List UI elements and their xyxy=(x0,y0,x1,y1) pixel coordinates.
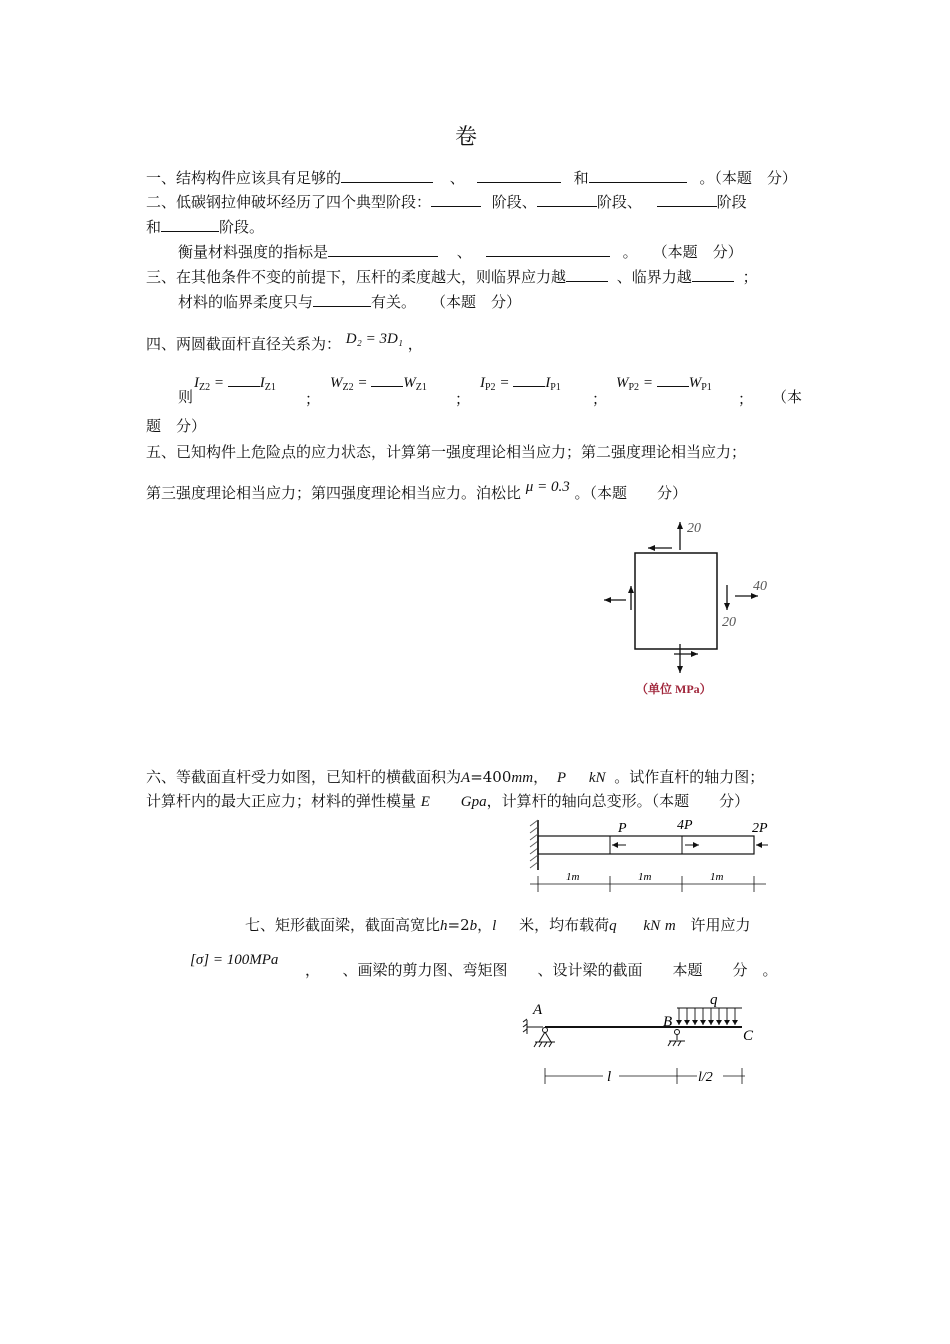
q4-rsub: Z1 xyxy=(264,382,276,393)
label-B: B xyxy=(663,1014,673,1030)
blank[interactable] xyxy=(371,372,403,387)
blank[interactable] xyxy=(589,168,687,183)
blank[interactable] xyxy=(566,267,608,282)
beam-figure xyxy=(515,992,775,1087)
blank[interactable] xyxy=(537,192,597,207)
support-A xyxy=(523,1019,555,1047)
question-1 xyxy=(146,168,797,188)
q6-comma: ， xyxy=(533,768,549,786)
q4-formula: D₂ = 3D₁ xyxy=(345,331,404,347)
q4-semi: ； xyxy=(738,390,754,408)
q6-mm: mm xyxy=(511,770,534,786)
bar-body xyxy=(538,836,754,854)
blank[interactable] xyxy=(657,192,717,207)
label-C: C xyxy=(743,1028,754,1044)
label-top-stress: 20 xyxy=(687,521,701,536)
label-unit: （单位 MPa） xyxy=(636,682,712,696)
blank[interactable] xyxy=(692,267,734,282)
blank[interactable] xyxy=(431,192,481,207)
q7-text2: 米，均布载荷 xyxy=(519,916,610,934)
q7-m: m xyxy=(664,918,676,934)
q2-stage: 阶段。 xyxy=(219,218,265,236)
question-6 xyxy=(146,767,764,788)
q7-comma: ， xyxy=(477,916,493,934)
q4-lhs: W xyxy=(616,375,629,391)
q6-E: E xyxy=(420,794,430,810)
q4-lhs: I xyxy=(194,375,199,391)
q4-item-1: $I_{Z2} = I_{Z1}$ xyxy=(194,372,276,398)
q5-text: 第三强度理论相当应力；第四强度理论相当应力。泊松比 xyxy=(146,484,522,502)
axial-bar-figure xyxy=(520,812,780,897)
q6-A: A xyxy=(461,770,471,786)
blank[interactable] xyxy=(341,168,433,183)
question-6-line2 xyxy=(146,791,749,812)
blank[interactable] xyxy=(161,217,219,232)
label-q: q xyxy=(710,992,718,1008)
q3-end: ； xyxy=(742,268,758,286)
q7-kN: kN xyxy=(643,918,661,934)
q4-rhs: W xyxy=(403,375,416,391)
q6-text4: ，计算杆的轴向总变形。（本题 分） xyxy=(486,792,750,810)
blank[interactable] xyxy=(228,372,260,387)
question-2-line3 xyxy=(178,242,743,262)
dim-label: 1m xyxy=(638,871,652,883)
q6-text3: 计算杆内的最大正应力；材料的弹性模量 xyxy=(146,792,417,810)
q4-lsub: Z2 xyxy=(199,382,211,393)
stress-element-square xyxy=(635,553,717,649)
q1-and: 和 xyxy=(573,169,589,187)
label-4P: 4P xyxy=(677,818,693,833)
q4-item-3: $I_{P2} = I_{P1}$ xyxy=(480,372,561,398)
q4-item-4: $W_{P2} = W_{P1}$ xyxy=(616,372,712,398)
q4-rsub: P1 xyxy=(550,382,561,393)
q4-then: 则 xyxy=(178,388,194,406)
q4-lsub: P2 xyxy=(485,382,496,393)
q7-b: b xyxy=(469,918,478,934)
q4-rsub: P1 xyxy=(701,382,712,393)
question-3 xyxy=(146,267,758,287)
dim-label: 1m xyxy=(566,871,580,883)
q3-text: 三、在其他条件不变的前提下，压杆的柔度越大，则临界应力越 xyxy=(146,268,567,286)
q3-end2: 有关。 （本题 分） xyxy=(371,293,522,311)
question-3-line2 xyxy=(178,292,521,312)
blank[interactable] xyxy=(513,372,545,387)
q1-sep: 、 xyxy=(449,169,465,187)
q5-end: 。（本题 分） xyxy=(574,484,687,502)
stress-element-figure xyxy=(590,510,790,710)
q6-P: P xyxy=(556,770,567,786)
q5-formula: μ = 0.3 xyxy=(525,479,570,495)
q2-stage: 阶段、 xyxy=(596,193,642,211)
q4-lhs: W xyxy=(330,375,343,391)
q7-eq: =2 xyxy=(447,916,470,934)
q4-text: 四、两圆截面杆直径关系为： xyxy=(146,335,342,353)
q4-rsub: Z1 xyxy=(415,382,427,393)
q3-critical: 材料的临界柔度只与 xyxy=(178,293,314,311)
q4-semi: ； xyxy=(305,390,321,408)
blank[interactable] xyxy=(313,292,371,307)
question-2-line2 xyxy=(146,217,264,237)
q4-semi: ； xyxy=(592,390,608,408)
q7-formula: [σ] = 100MPa xyxy=(190,952,279,968)
q2-and: 和 xyxy=(146,218,162,236)
q1-end: 。（本题 分） xyxy=(699,169,797,187)
q6-Gpa: Gpa xyxy=(460,794,487,810)
question-2 xyxy=(146,192,747,212)
dim-label: 1m xyxy=(710,871,724,883)
q6-text2: 。试作直杆的轴力图； xyxy=(614,768,765,786)
q2-text: 二、低碳钢拉伸破坏经历了四个典型阶段： xyxy=(146,193,432,211)
blank[interactable] xyxy=(328,242,438,257)
q2-end: 。 （本题 分） xyxy=(622,243,743,261)
q4-rhs: I xyxy=(259,375,265,391)
dim-label-l: l xyxy=(607,1069,612,1085)
q7-q: q xyxy=(609,918,617,934)
q7-text: 七、矩形截面梁，截面高宽比 xyxy=(245,916,441,934)
q2-sep: 、 xyxy=(456,243,472,261)
q4-lsub: P2 xyxy=(628,382,640,393)
blank[interactable] xyxy=(486,242,610,257)
q7-l: l xyxy=(492,918,497,934)
support-B xyxy=(668,1030,685,1047)
q6-text: 六、等截面直杆受力如图，已知杆的横截面积为 xyxy=(146,768,462,786)
question-7 xyxy=(245,915,751,936)
dim-label-l2: l/2 xyxy=(698,1070,713,1085)
q4-lsub: Z2 xyxy=(342,382,354,393)
blank[interactable] xyxy=(657,372,689,387)
q4-comma: ， xyxy=(407,335,423,353)
label-2P: 2P xyxy=(752,821,768,836)
page-title: 卷 xyxy=(455,125,478,150)
q2-stage: 阶段 xyxy=(716,193,747,211)
q4-item-2: $W_{Z2} = W_{Z1}$ xyxy=(330,372,427,398)
question-5: 五、已知构件上危险点的应力状态，计算第一强度理论相当应力；第二强度理论相当应力； xyxy=(146,443,747,461)
label-A: A xyxy=(533,1002,543,1018)
wall-hatch xyxy=(530,820,538,868)
q6-eq: =400 xyxy=(470,768,512,786)
q4-rhs: I xyxy=(545,375,551,391)
q2-stage: 阶段、 xyxy=(491,193,537,211)
q4-rhs: W xyxy=(688,375,702,391)
q4-lhs: I xyxy=(480,375,485,391)
q7-h: h xyxy=(440,918,448,934)
label-right-stress: 40 xyxy=(753,579,767,594)
q7-text3: 许用应力 xyxy=(690,916,751,934)
q3-mid: 、临界力越 xyxy=(616,268,692,286)
label-P: P xyxy=(618,821,627,836)
distributed-load-arrows xyxy=(679,1008,735,1025)
q4-line3: 题 分） xyxy=(146,417,207,435)
question-7-line2: ， 、画梁的剪力图、弯矩图 、设计梁的截面 本题 分 。 xyxy=(305,961,778,979)
label-shear-stress: 20 xyxy=(722,615,736,630)
question-5-line2 xyxy=(146,479,687,504)
q1-text: 一、结构构件应该具有足够的 xyxy=(146,169,342,187)
question-4 xyxy=(146,331,423,355)
blank[interactable] xyxy=(477,168,561,183)
q6-kN: kN xyxy=(588,770,606,786)
q2-strength: 衡量材料强度的指标是 xyxy=(178,243,329,261)
q4-tail: （本 xyxy=(772,388,803,406)
q4-semi: ； xyxy=(455,390,471,408)
